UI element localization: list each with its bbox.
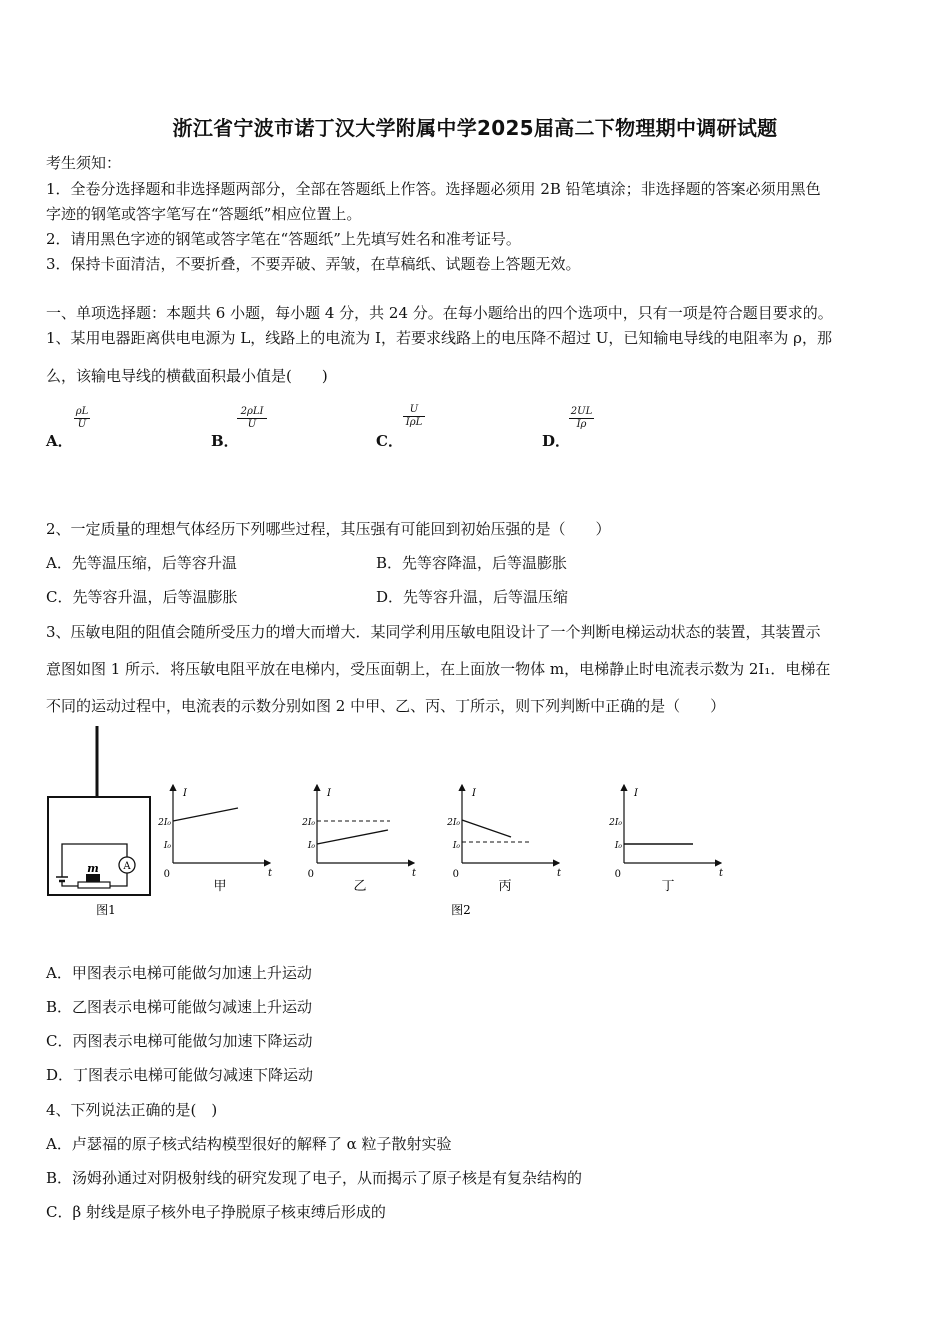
q4-option-c: C．β 射线是原子核外电子挣脱原子核束缚后形成的	[46, 1203, 386, 1221]
fraction-denominator: IρL	[405, 417, 423, 428]
pressure-resistor	[78, 882, 110, 888]
notice-line-2: 2．请用黑色字迹的钢笔或答字笔在“答题纸”上先填写姓名和准考证号。	[46, 230, 521, 248]
tick-2i0: 2I₀	[158, 818, 171, 828]
q1-option-d-fraction	[569, 406, 594, 431]
q1-option-a: A．	[46, 432, 73, 450]
q1-option-b-fraction	[237, 406, 267, 431]
axis-t-label: t	[268, 868, 273, 879]
figure-1-label: 图1	[96, 903, 116, 917]
axis-t-label: t	[557, 868, 562, 879]
graph-jia	[157, 785, 273, 894]
q3-stem-a: 3、压敏电阻的阻值会随所受压力的增大而增大．某同学利用压敏电阻设计了一个判断电梯运动状态的装置，其装置示	[46, 623, 821, 641]
axis-i-label: I	[183, 788, 187, 799]
q2-option-a: A．先等温压缩，后等容升温	[46, 554, 237, 572]
graph-yi	[301, 785, 417, 894]
axis-i-label: I	[472, 788, 476, 799]
origin-label: 0	[614, 869, 621, 880]
axis-t-label: t	[412, 868, 417, 879]
graph-ding	[608, 785, 724, 894]
fraction-numerator: 2ρLI	[237, 406, 267, 419]
tick-2i0: 2I₀	[447, 818, 460, 828]
section-heading: 一、单项选择题：本题共 6 小题，每小题 4 分，共 24 分。在每小题给出的四个选项中，只有一项是符合题目要求的。	[46, 304, 833, 322]
tick-2i0: 2I₀	[609, 818, 622, 828]
mass-label: m	[87, 862, 99, 875]
q2-option-d: D．先等容升温，后等温压缩	[376, 588, 569, 606]
fraction-denominator: U	[247, 419, 257, 430]
tick-i0: I₀	[614, 841, 622, 851]
q2-stem: 2、一定质量的理想气体经历下列哪些过程，其压强有可能回到初始压强的是（ ）	[46, 520, 611, 538]
fraction-denominator: U	[77, 419, 87, 430]
q1-option-b: B．	[211, 432, 239, 450]
q1-option-a-fraction	[74, 406, 90, 431]
q3-option-d: D．丁图表示电梯可能做匀减速下降运动	[46, 1066, 314, 1084]
q1-option-d: D．	[542, 432, 571, 450]
graph-name: 甲	[213, 879, 227, 894]
notice-line-3: 3．保持卡面清洁，不要折叠，不要弄破、弄皱，在草稿纸、试题卷上答题无效。	[46, 255, 581, 273]
ammeter-label: A	[123, 861, 131, 872]
q2-option-b: B．先等容降温，后等温膨胀	[376, 554, 568, 572]
q1-stem-a: 1、某用电器距离供电电源为 L，线路上的电流为 I，若要求线路上的电压降不超过 U，已知输电导线的电阻率为 ρ，那	[46, 329, 832, 347]
figure-2-graphs	[150, 780, 740, 920]
figure-2-label: 图2	[451, 903, 471, 917]
q3-option-a: A．甲图表示电梯可能做匀加速上升运动	[46, 964, 312, 982]
q3-option-c: C．丙图表示电梯可能做匀加速下降运动	[46, 1032, 313, 1050]
q1-option-c-fraction	[403, 404, 425, 429]
tick-i0: I₀	[163, 841, 171, 851]
current-line	[462, 820, 511, 837]
notice-line-1b: 字迹的钢笔或答字笔写在“答题纸”相应位置上。	[46, 205, 362, 223]
mass-block	[86, 874, 100, 882]
notice-heading: 考生须知：	[46, 154, 122, 172]
fraction-numerator: ρL	[75, 406, 89, 417]
q4-option-a: A．卢瑟福的原子核式结构模型很好的解释了 α 粒子散射实验	[46, 1135, 452, 1153]
graph-name: 丁	[661, 879, 675, 894]
origin-label: 0	[452, 869, 459, 880]
axis-t-label: t	[719, 868, 724, 879]
q2-option-c: C．先等容升温，后等温膨胀	[46, 588, 238, 606]
axis-i-label: I	[634, 788, 638, 799]
tick-2i0: 2I₀	[302, 818, 315, 828]
q3-stem-c: 不同的运动过程中，电流表的示数分别如图 2 中甲、乙、丙、丁所示，则下列判断中正确的是（ ）	[46, 697, 726, 715]
figure-1-apparatus	[40, 722, 160, 922]
current-line	[317, 830, 388, 844]
axis-i-label: I	[327, 788, 331, 799]
q4-stem: 4、下列说法正确的是( )	[46, 1101, 218, 1119]
fraction-numerator: U	[403, 404, 425, 417]
q1-stem-b: 么，该输电导线的横截面积最小值是( )	[46, 367, 328, 385]
tick-i0: I₀	[307, 841, 315, 851]
origin-label: 0	[163, 869, 170, 880]
q3-stem-b: 意图如图 1 所示．将压敏电阻平放在电梯内，受压面朝上，在上面放一物体 m，电梯静止时电流表示数为 2I₁．电梯在	[46, 660, 831, 678]
tick-i0: I₀	[452, 841, 460, 851]
q4-option-b: B．汤姆孙通过对阴极射线的研究发现了电子，从而揭示了原子核是有复杂结构的	[46, 1169, 583, 1187]
page-title: 浙江省宁波市诺丁汉大学附属中学2025届高二下物理期中调研试题	[172, 116, 778, 140]
fraction-denominator: Iρ	[576, 419, 587, 430]
q1-option-c: C．	[376, 432, 403, 450]
origin-label: 0	[307, 869, 314, 880]
graph-name: 丙	[498, 879, 512, 894]
fraction-numerator: 2UL	[570, 406, 593, 417]
current-line	[173, 808, 238, 821]
graph-name: 乙	[353, 879, 367, 894]
notice-line-1a: 1．全卷分选择题和非选择题两部分，全部在答题纸上作答。选择题必须用 2B 铅笔填涂；非选择题的答案必须用黑色	[46, 180, 821, 198]
q3-option-b: B．乙图表示电梯可能做匀减速上升运动	[46, 998, 313, 1016]
graph-bing	[446, 785, 562, 894]
